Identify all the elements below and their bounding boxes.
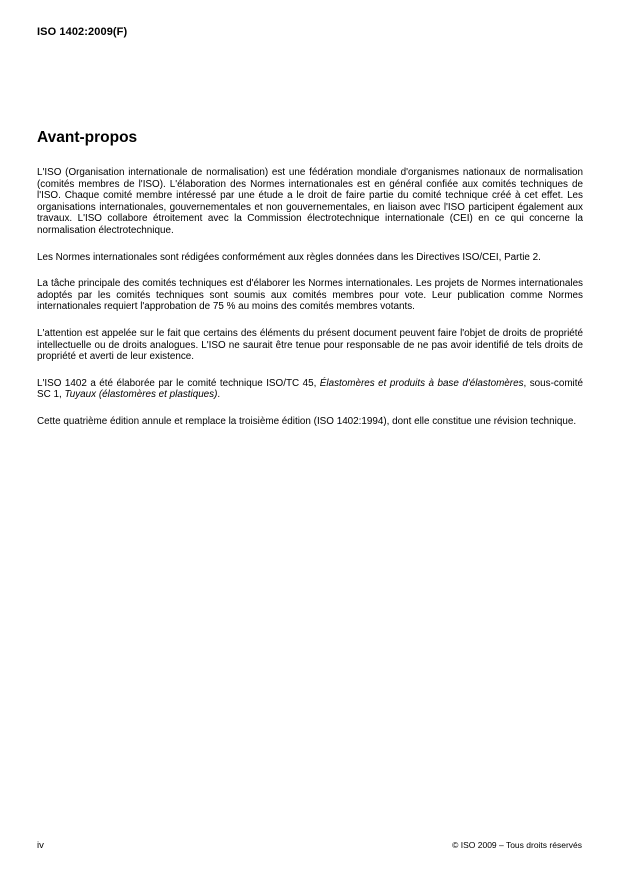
paragraph-comite-elaboration [37, 378, 583, 401]
subcommittee-name-italic: Tuyaux (élastomères et plastiques) [64, 389, 218, 401]
paragraph-directives: Les Normes internationales sont rédigées conformément aux règles données dans les Directives ISO/CEI, Partie 2. [37, 251, 541, 263]
document-body [37, 167, 583, 440]
copyright-notice: © ISO 2009 – Tous droits réservés [452, 840, 582, 850]
committee-text-middle: , sous-comité SC 1, [37, 377, 583, 401]
paragraph-edition-revision: Cette quatrième édition annule et remplace la troisième édition (ISO 1402:1994), dont elle constitue une révision technique. [37, 415, 577, 427]
committee-text-end: . [217, 389, 221, 401]
paragraph-iso-introduction: L'ISO (Organisation internationale de normalisation) est une fédération mondiale d'organismes nationaux de normalisation (comités membres de l'ISO). L'élaboration des Normes internationales est en général confiée aux comités techniques de l'ISO. Chaque comité membre intéressé par une étude a le droit de faire partie du comité technique créé à cet effet. Les organisations internationales, gouvernementales et non gouvernementales, en liaison avec l'ISO participent également aux travaux. L'ISO collabore étroitement avec la Commission électrotechnique internationale (CEI) en ce qui concerne la normalisation électrotechnique. [37, 167, 583, 236]
section-title-avant-propos: Avant-propos [37, 129, 138, 146]
committee-text-start: L'ISO 1402 a été élaborée par le comité technique ISO/TC 45, [37, 377, 320, 389]
page-number: iv [37, 840, 44, 851]
page-footer [37, 840, 582, 851]
document-reference-header: ISO 1402:2009(F) [37, 26, 128, 38]
paragraph-comites-techniques: La tâche principale des comités techniques est d'élaborer les Normes internationales. Les projets de Normes internationales adoptés par les comités techniques sont soumis aux comités membres pour vote. Leur publication comme Normes internationales requiert l'approbation de 75 % au moins des comités membres votants. [37, 278, 583, 313]
committee-name-italic: Élastomères et produits à base d'élastomères [319, 377, 524, 389]
paragraph-droits-propriete: L'attention est appelée sur le fait que certains des éléments du présent document peuvent faire l'objet de droits de propriété intellectuelle ou de droits analogues. L'ISO ne saurait être tenue pour responsable de ne pas avoir identifié de tels droits de propriété et averti de leur existence. [37, 327, 583, 363]
